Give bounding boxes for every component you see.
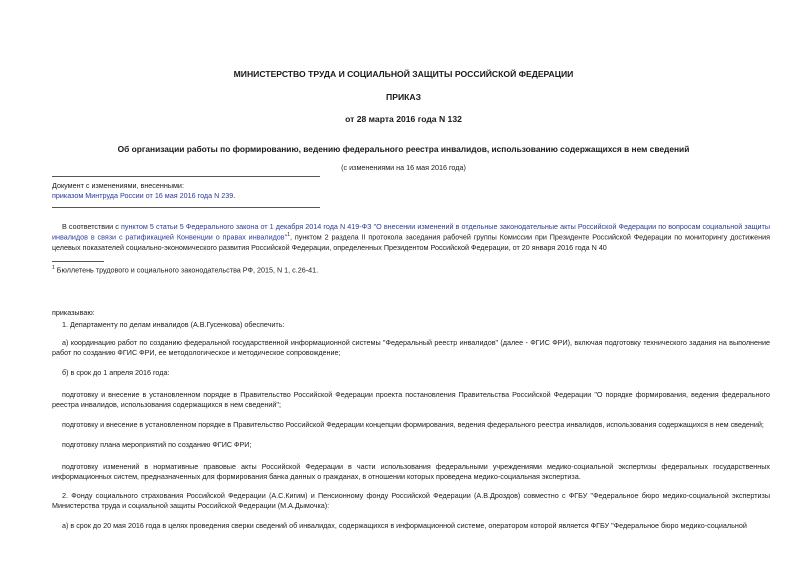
item-1b: б) в срок до 1 апреля 2016 года:	[62, 368, 170, 377]
item-2: 2. Фонду социального страхования Российской Федерации (А.С.Кигим) и Пенсионному фонду Российской Федерации (А.В.Дроздов) совместно с ФГБУ "Федеральное бюро медико-социальной экспертизы Министерства труда и социальной защиты Российской Федерации (М.А.Дымочка):	[52, 491, 770, 511]
item-1b-3: подготовку плана мероприятий по созданию ФГИС ФРИ;	[62, 440, 252, 449]
document-type: ПРИКАЗ	[386, 92, 421, 102]
preamble-paragraph	[52, 222, 770, 254]
preamble-law-link[interactable]: пунктом 5 статьи 5 Федерального закона от 1 декабря 2014 года N 419-ФЗ "О внесении изменений в отдельные законодательные акты Российской Федерации по вопросам социальной защиты инвалидов в связи с ратификацией Конвенции о правах инвалидов"	[52, 222, 770, 242]
item-1b-4: подготовку изменений в нормативные правовые акты Российской Федерации в части использования федеральными учреждениями медико-социальной экспертизы федеральных государственных информационных систем, предназначенных для формирования банка данных о гражданах, в отношении которых проведена медико-социальная экспертиза.	[52, 462, 770, 482]
amendments-top-rule	[52, 176, 320, 177]
preamble-rest: , пунктом 2 раздела II протокола заседания рабочей группы Комиссии при Президенте Российской Федерации по мониторингу достижения целевых показателей социально-экономического развития Российской Федерации, определенных Президентом Российской Федерации, от 20 января 2016 года N 40	[52, 232, 770, 253]
footnote-text: Бюллетень трудового и социального законодательства РФ, 2015, N 1, с.26-41.	[54, 265, 319, 275]
amendments-link[interactable]: приказом Минтруда России от 16 мая 2016 года N 239	[52, 191, 234, 201]
amendments-label: Документ с изменениями, внесенными:	[52, 181, 184, 190]
item-2a: а) в срок до 20 мая 2016 года в целях проведения сверки сведений об инвалидах, содержащихся в информационной системе, оператором которой является ФГБУ "Федеральное бюро медико-социальной	[62, 521, 747, 530]
amendments-block	[52, 181, 352, 202]
preamble-prefix: В соответствии с	[62, 222, 121, 231]
amendments-line	[52, 191, 352, 201]
footnote	[52, 265, 652, 276]
footnote-mark: 1	[52, 265, 55, 271]
footnote-rule	[52, 261, 104, 262]
document-date-number: от 28 марта 2016 года N 132	[345, 114, 462, 124]
amendments-end: .	[233, 191, 236, 201]
item-1: 1. Департаменту по делам инвалидов (А.В.Гусенкова) обеспечить:	[62, 320, 285, 329]
item-1a: а) координацию работ по созданию федеральной государственной информационной системы "Федеральный реестр инвалидов" (далее - ФГИС ФРИ), включая подготовку технического задания на выполнение работ по созданию ФГИС ФРИ, ее методологическое и методическое сопровождение;	[52, 338, 770, 358]
orders-word: приказываю:	[52, 308, 95, 317]
changes-note: (с изменениями на 16 мая 2016 года)	[341, 163, 466, 172]
ministry-heading: МИНИСТЕРСТВО ТРУДА И СОЦИАЛЬНОЙ ЗАЩИТЫ РОССИЙСКОЙ ФЕДЕРАЦИИ	[233, 69, 574, 79]
item-1b-1: подготовку и внесение в установленном порядке в Правительство Российской Федерации проекта постановления Правительства Российской Федерации "О порядке формирования, ведения федерального реестра инвалидов, использования содержащихся в нем сведений";	[52, 390, 770, 410]
document-title: Об организации работы по формированию, ведению федерального реестра инвалидов, использованию содержащихся в нем сведений	[117, 144, 690, 154]
preamble-footnote-mark[interactable]: 1	[287, 232, 290, 239]
amendments-bottom-rule	[52, 207, 320, 208]
item-1b-2: подготовку и внесение в установленном порядке в Правительство Российской Федерации концепции формирования, ведения федерального реестра инвалидов, использования содержащихся в нем сведений;	[62, 420, 764, 429]
